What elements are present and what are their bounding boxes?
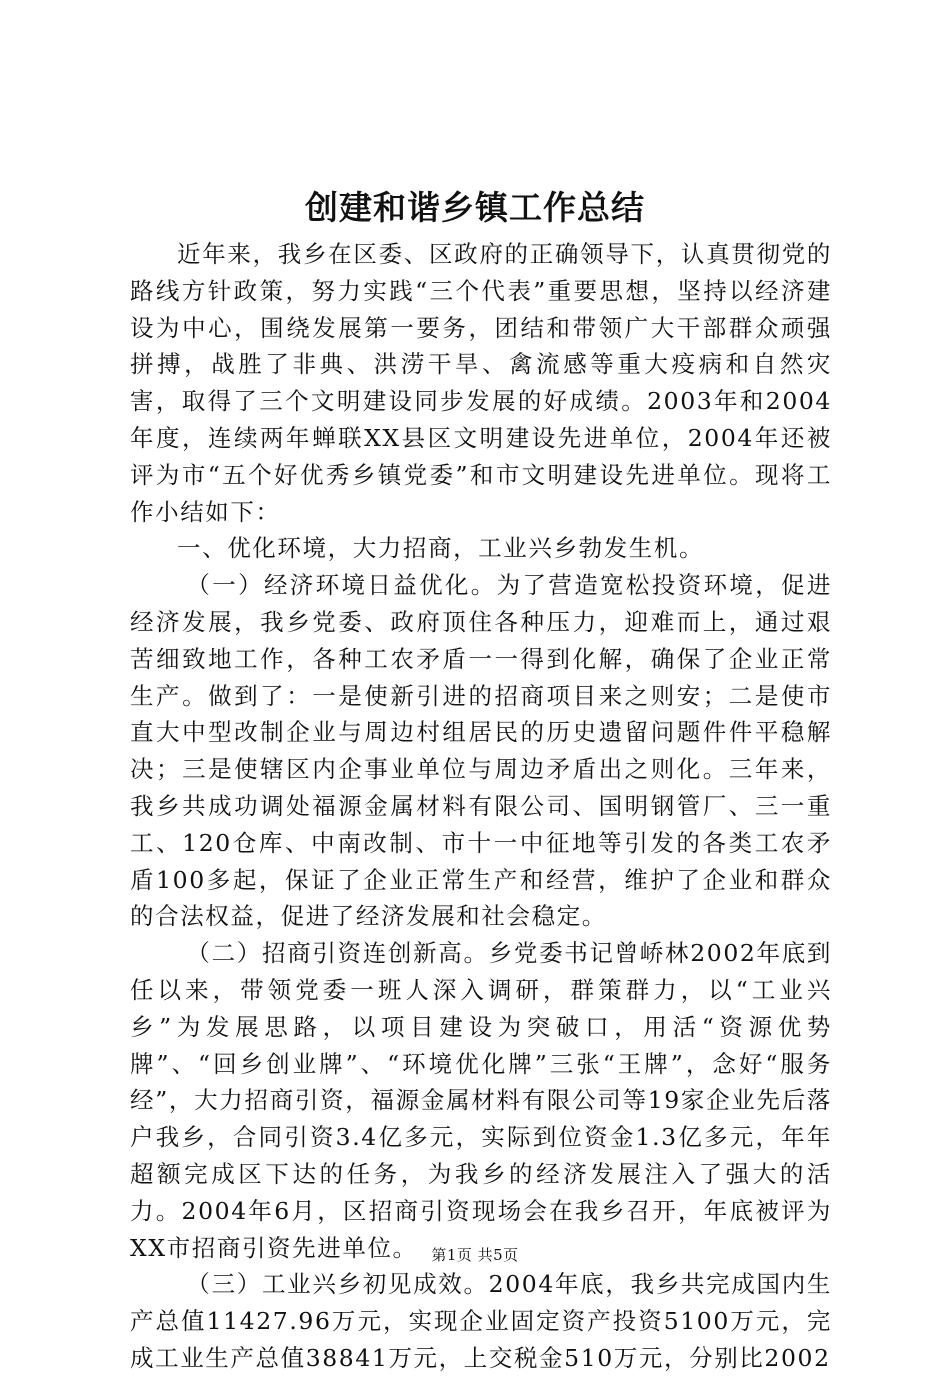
paragraph-subsection-2: （二）招商引资连创新高。乡党委书记曾峤林2002年底到任以来，带领党委一班人深入调研，群策群力，以“工业兴乡”为发展思路，以项目建设为突破口，用活“资源优势牌”、“回乡创业牌”、“环境优化牌”三张“王牌”，念好“服务经”，大力招商引资，福源金属材料有限公司等19家企业先后落户我乡，合同引资3.4亿多元，实际到位资金1.3亿多元，年年超额完成区下达的任务，为我乡的经济发展注入了强大的活力。2004年6月，区招商引资现场会在我乡召开，年底被评为XX市招商引资先进单位。 [130,939,832,1262]
paragraph-subsection-1: （一）经济环境日益优化。为了营造宽松投资环境，促进经济发展，我乡党委、政府顶住各种压力，迎难而上，通过艰苦细致地工作，各种工农矛盾一一得到化解，确保了企业正常生产。做到了：一是使新引进的招商项目来之则安；二是使市直大中型改制企业与周边村组居民的历史遗留问题件件平稳解决；三是使辖区内企事业单位与周边矛盾出之则化。三年来，我乡共成功调处福源金属材料有限公司、国明钢管厂、三一重工、120仓库、中南改制、市十一中征地等引发的各类工农矛盾100多起，保证了企业正常生产和经营，维护了企业和群众的合法权益，促进了经济发展和社会稳定。 [130,571,832,931]
document-body [130,236,832,1377]
page-number-indicator: 第1页 共5页 [431,1246,519,1264]
document-title: 创建和谐乡镇工作总结 [305,188,645,227]
paragraph-subsection-3: （三）工业兴乡初见成效。2004年底，我乡共完成国内生产总值11427.96万元，实现企业固定资产投资5100万元，完成工业生产总值38841万元，上交税金510万元，分别比2002 [130,1270,832,1372]
page-footer [0,1244,950,1266]
section-heading-1: 一、优化环境，大力招商，工业兴乡勃发生机。 [177,534,705,563]
paragraph-intro: 近年来，我乡在区委、区政府的正确领导下，认真贯彻党的路线方针政策，努力实践“三个代表”重要思想，坚持以经济建设为中心，围绕发展第一要务，团结和带领广大干部群众顽强拼搏，战胜了非典、洪涝干旱、禽流感等重大疫病和自然灾害，取得了三个文明建设同步发展的好成绩。2003年和2004年度，连续两年蝉联XX县区文明建设先进单位，2004年还被评为市“五个好优秀乡镇党委”和市文明建设先进单位。现将工作小结如下： [130,240,832,526]
